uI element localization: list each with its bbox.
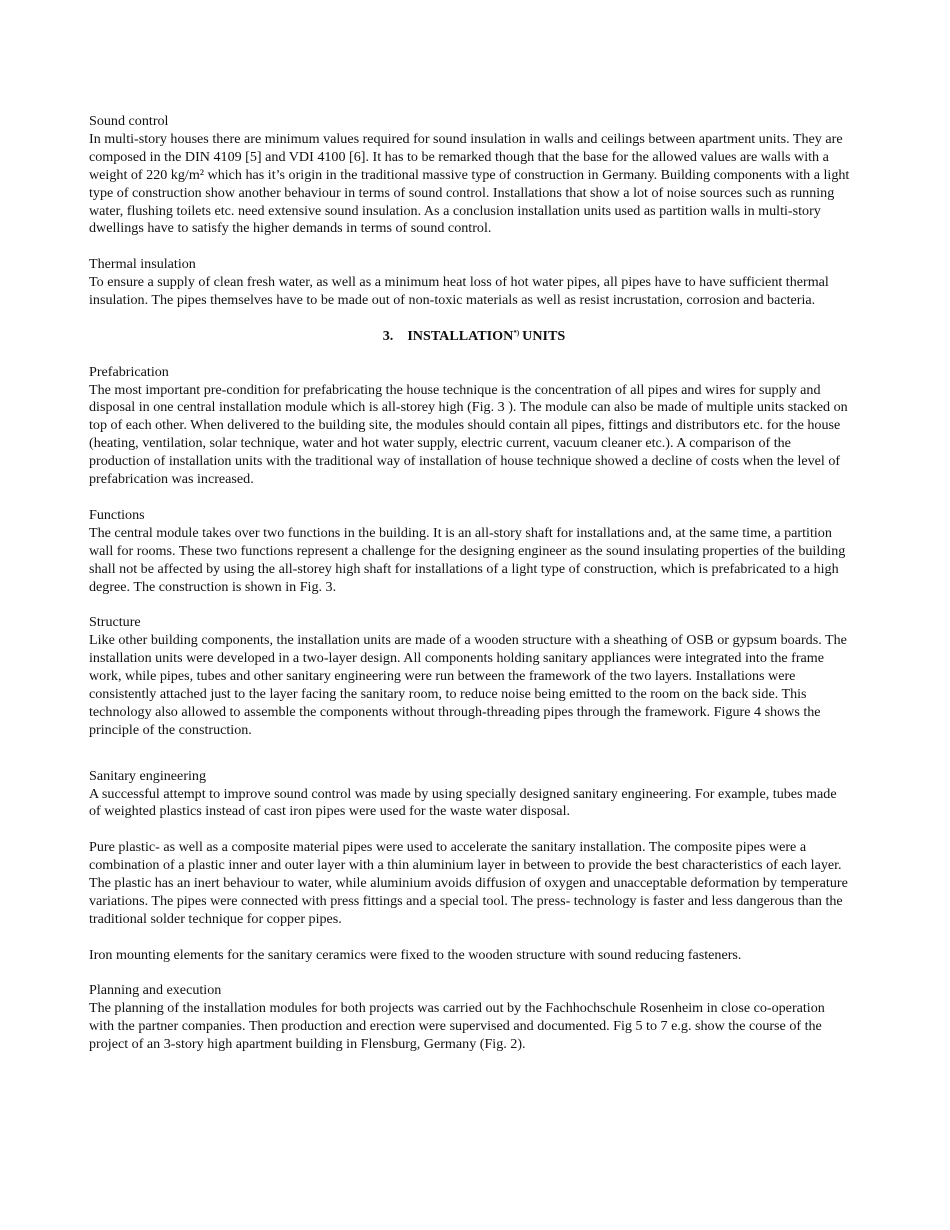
section-title: Sanitary engineering <box>89 767 207 784</box>
section-title: Functions <box>89 506 145 523</box>
section-structure <box>89 614 851 739</box>
section-sound-control <box>89 113 851 238</box>
chapter-number: 3. <box>382 327 394 344</box>
section-prefabrication <box>89 364 851 489</box>
document-page <box>89 113 851 1072</box>
section-thermal-insulation <box>89 256 851 310</box>
section-paragraph: Pure plastic- as well as a composite material pipes were used to accelerate the sanitary installation. The composite pipes were a combination of a plastic inner and outer layer with a thin aluminium layer in between to provide the best characteristics of each layer. The plastic has an inert behaviour to water, while aluminium avoids diffusion of oxygen and unacceptable deformation by temperature variations. The pipes were connected with press fittings and a special tool. The press- technology is faster and less dangerous than the traditional solder technique for copper pipes. <box>89 839 848 927</box>
section-paragraph: The central module takes over two functions in the building. It is an all-story shaft for installations and, at the same time, a partition wall for rooms. These two functions represent a challenge for the designing engineer as the sound insulating properties of the building shall not be affected by using the all-storey high shaft for installations of a light type of construction, which is prefabricated to a high degree. The construction is shown in Fig. 3. <box>89 524 846 595</box>
section-paragraph: To ensure a supply of clean fresh water, as well as a minimum heat loss of hot water pipes, all pipes have to have sufficient thermal insulation. The pipes themselves have to be made out of non-toxic materials as well as resist incrustation, corrosion and bacteria. <box>89 274 829 309</box>
chapter-title-rest: UNITS <box>522 327 566 344</box>
section-sanitary-engineering <box>89 768 851 965</box>
section-paragraph: The planning of the installation modules for both projects was carried out by the Fachhochschule Rosenheim in close co-operation with the partner companies. Then production and erection were supervised and documented. Fig 5 to 7 e.g. show the course of the project of an 3-story high apartment building in Flensburg, Germany (Fig. 2). <box>89 1000 825 1053</box>
section-paragraph: The most important pre-condition for prefabricating the house technique is the concentration of all pipes and wires for supply and disposal in one central installation module which is all-storey high (Fig. 3 ). The module can also be made of multiple units stacked on top of each other. When delivered to the building site, the modules should contain all pipes, fittings and distributors etc. for the house (heating, ventilation, solar technique, water and hot water supply, electric current, vacuum cleaner etc.). A comparison of the production of installation units with the traditional way of installation of house technique showed a decline of costs when the level of prefabrication was increased. <box>89 381 848 488</box>
section-paragraph: In multi-story houses there are minimum values required for sound insulation in walls and ceilings between apartment units. They are composed in the DIN 4109 [5] and VDI 4100 [6]. It has to be remarked though that the base for the allowed values are walls with a weight of 220 kg/m² which has it’s origin in the traditional massive type of construction in Germany. Building components with a light type of construction show another behaviour in terms of sound control. Installations that show a lot of noise sources such as running water, flushing toilets etc. need extensive sound insulation. As a conclusion installation units used as partition walls in multi-story dwellings have to satisfy the higher demands in terms of sound control. <box>89 130 850 237</box>
section-paragraph: A successful attempt to improve sound control was made by using specially designed sanitary engineering. For example, tubes made of weighted plastics instead of cast iron pipes were used for the waste water disposal. <box>89 785 837 820</box>
footnote-mark: *) <box>513 328 520 337</box>
section-paragraph: Like other building components, the installation units are made of a wooden structure with a sheathing of OSB or gypsum boards. The installation units were developed in a two-layer design. All components holding sanitary appliances were integrated into the frame work, while pipes, tubes and other sanitary engineering were run between the framework of the two layers. Installations were consistently attached just to the layer facing the sanitary room, to reduce noise being emitted to the room on the back side. This technology also allowed to assemble the components without through-threading pipes through the framework. Figure 4 shows the principle of the construction. <box>89 632 847 738</box>
section-title: Planning and execution <box>89 982 222 999</box>
section-title: Thermal insulation <box>89 256 196 273</box>
section-functions <box>89 507 851 597</box>
section-title: Sound control <box>89 113 169 129</box>
section-title: Prefabrication <box>89 363 169 380</box>
section-paragraph: Iron mounting elements for the sanitary ceramics were fixed to the wooden structure with sound reducing fasteners. <box>89 946 742 963</box>
section-planning-execution <box>89 982 851 1054</box>
section-title: Structure <box>89 614 141 631</box>
chapter-heading <box>89 328 851 346</box>
chapter-title-main: INSTALLATION <box>407 327 514 344</box>
